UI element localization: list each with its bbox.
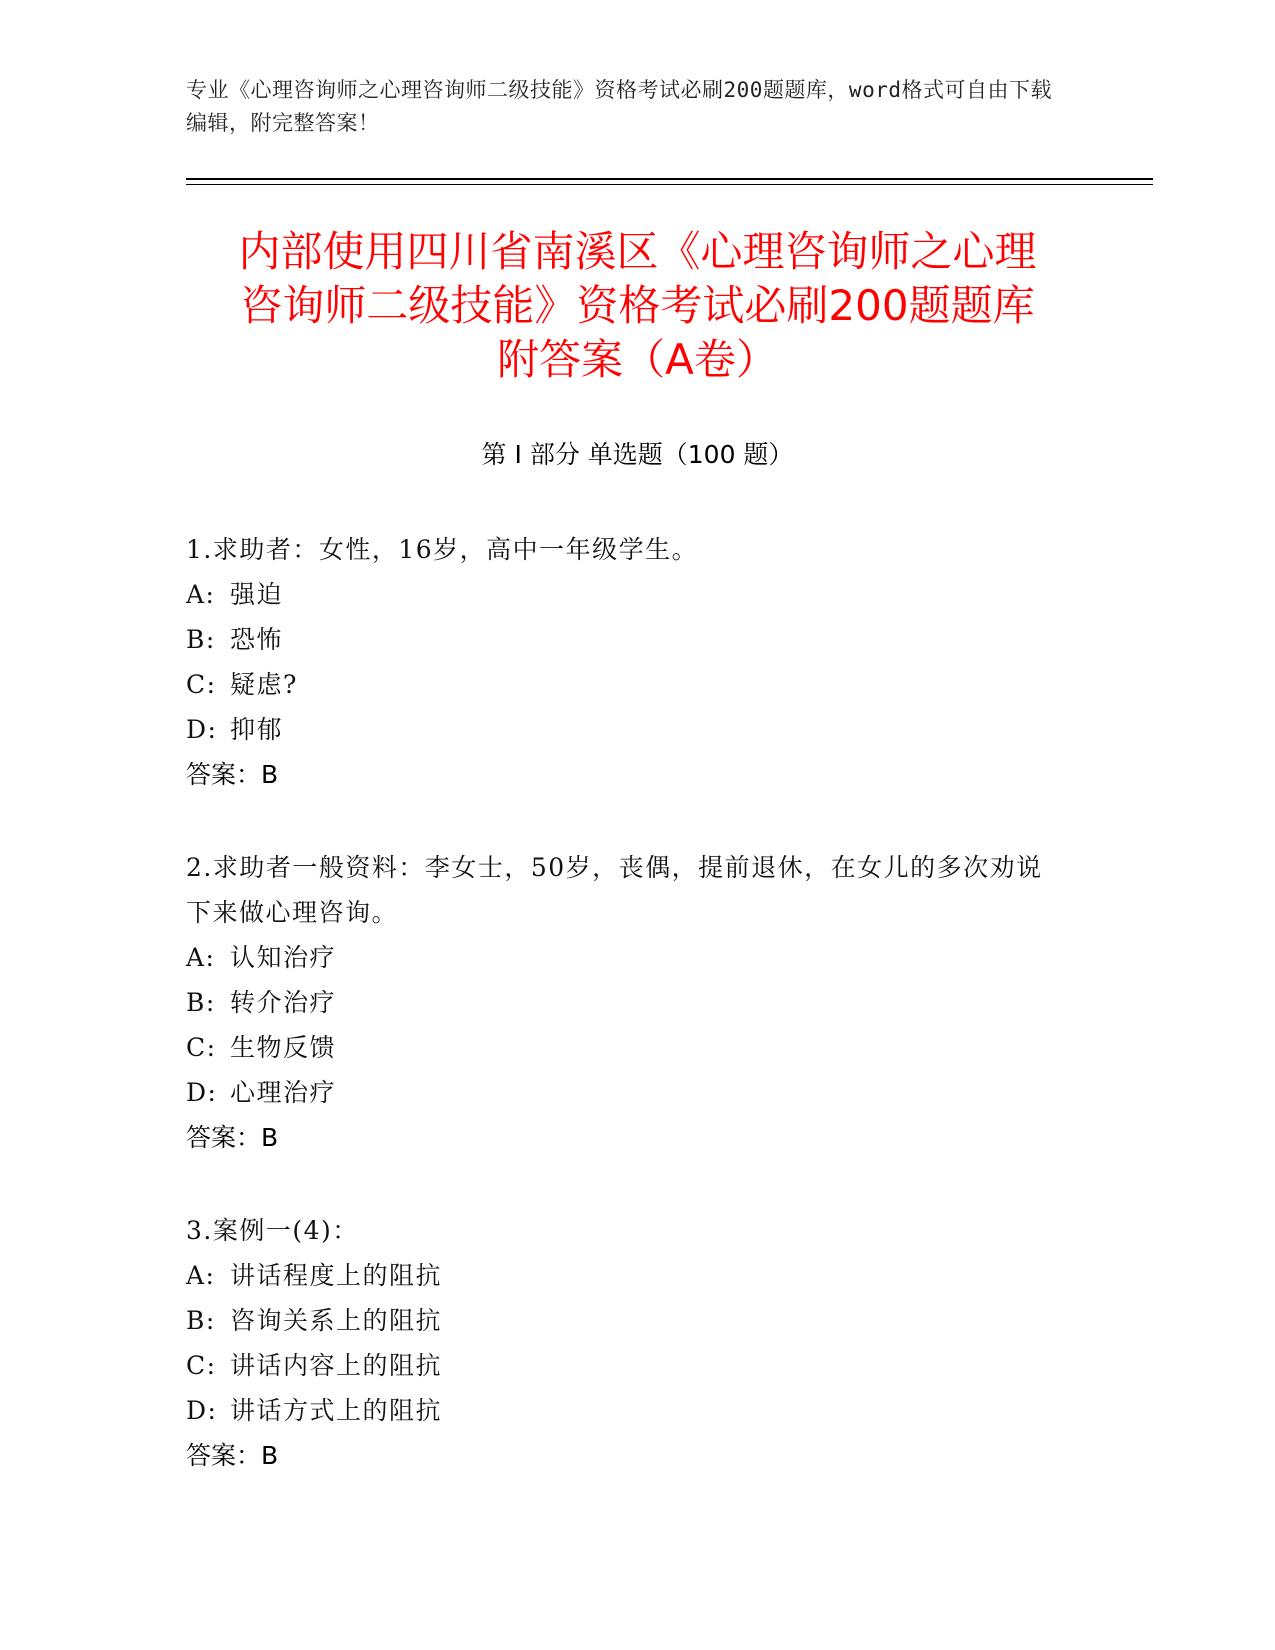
answer-text: 答案：B (186, 760, 279, 789)
option-text: 心理治疗 (230, 1078, 337, 1107)
option-text: 讲话内容上的阻抗 (230, 1351, 443, 1380)
question-2 (186, 845, 1066, 1160)
option-text: 转介治疗 (230, 988, 337, 1017)
option-letter: D: (186, 715, 218, 744)
option-letter: B: (186, 625, 216, 654)
question-text: 1.求助者：女性，16岁，高中一年级学生。 (186, 535, 699, 564)
option-a (186, 935, 1066, 980)
option-a (186, 572, 1066, 617)
option-b (186, 617, 1066, 662)
option-b (186, 980, 1066, 1025)
option-text: 讲话程度上的阻抗 (230, 1261, 443, 1290)
question-list (186, 527, 1066, 1526)
question-3 (186, 1208, 1066, 1478)
document-title-line-3: 附答案（A卷） (497, 335, 778, 384)
document-title-line-2: 咨询师二级技能》资格考试必刷200题题库 (240, 281, 1035, 330)
option-text: 生物反馈 (230, 1033, 337, 1062)
answer-text: 答案：B (186, 1441, 279, 1470)
header-divider-thick (186, 178, 1153, 180)
option-letter: B: (186, 1306, 216, 1335)
option-b (186, 1298, 1066, 1343)
question-text: 2.求助者一般资料：李女士，50岁，丧偶，提前退休，在女儿的多次劝说下来做心理咨询。 (186, 853, 1043, 927)
option-text: 讲话方式上的阻抗 (230, 1396, 443, 1425)
option-text: 咨询关系上的阻抗 (230, 1306, 443, 1335)
option-c (186, 662, 1066, 707)
option-letter: B: (186, 988, 216, 1017)
option-c (186, 1025, 1066, 1070)
option-text: 恐怖 (230, 625, 284, 654)
option-d (186, 707, 1066, 752)
option-c (186, 1343, 1066, 1388)
option-d (186, 1070, 1066, 1115)
option-text: 认知治疗 (230, 943, 337, 972)
header-note: 专业《心理咨询师之心理咨询师二级技能》资格考试必刷200题题库，word格式可自由下载编辑，附完整答案！ (186, 78, 1052, 135)
option-d (186, 1388, 1066, 1433)
document-title (190, 225, 1085, 387)
option-text: 强迫 (230, 580, 284, 609)
option-letter: A: (186, 1261, 216, 1290)
option-text: 抑郁 (230, 715, 284, 744)
question-text: 3.案例一(4)： (186, 1216, 359, 1245)
option-letter: D: (186, 1078, 218, 1107)
option-text: 疑虑? (230, 670, 298, 699)
section-title: 第 I 部分 单选题（100 题） (481, 440, 794, 469)
document-title-line-1: 内部使用四川省南溪区《心理咨询师之心理 (238, 227, 1037, 276)
option-letter: C: (186, 1033, 217, 1062)
option-letter: C: (186, 1351, 217, 1380)
option-letter: A: (186, 580, 216, 609)
answer-text: 答案：B (186, 1123, 279, 1152)
option-letter: C: (186, 670, 217, 699)
question-1 (186, 527, 1066, 797)
option-letter: A: (186, 943, 216, 972)
header-divider-thin (186, 184, 1153, 185)
option-letter: D: (186, 1396, 218, 1425)
option-a (186, 1253, 1066, 1298)
